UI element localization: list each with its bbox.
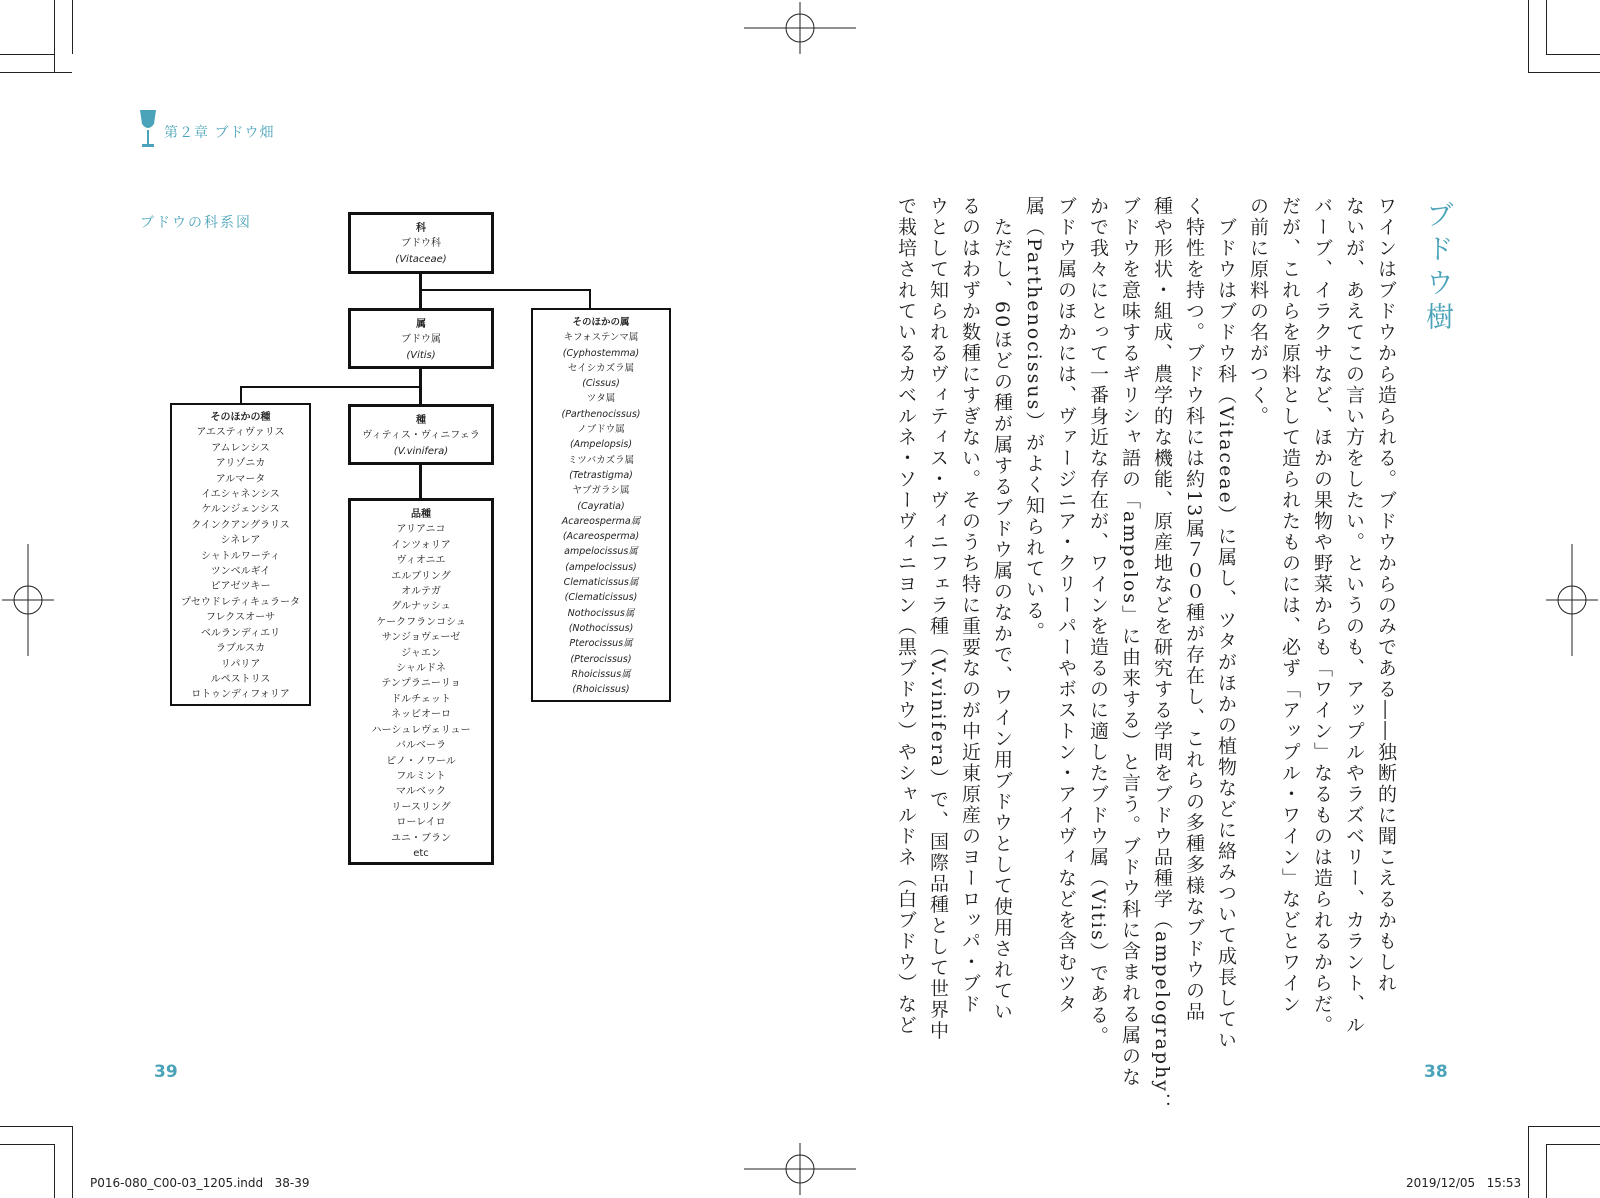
list-item: テンプラニーリョ bbox=[381, 678, 461, 690]
text-column: ないが、あえてこの言い方をしたい。というのも、アップルやラズベリー、カラント、ル bbox=[1343, 196, 1365, 1036]
list-item: ヴィオニエ bbox=[396, 555, 446, 567]
connector bbox=[419, 289, 591, 291]
list-item: オルテガ bbox=[401, 586, 441, 598]
list-item: ユニ・ブラン bbox=[391, 832, 451, 844]
genus-head: 属 bbox=[416, 319, 426, 330]
other-species-head: そのほかの種 bbox=[210, 412, 271, 423]
list-item: ピアゼツキー bbox=[210, 581, 271, 593]
list-item: アエスティヴァリス bbox=[196, 427, 285, 439]
genus-name: ブドウ属 bbox=[401, 334, 441, 346]
list-item: アムレンシス bbox=[211, 442, 270, 454]
list-item: サンジョヴェーゼ bbox=[381, 632, 461, 644]
list-item: Nothocissus属 (Nothocissus) bbox=[567, 607, 635, 634]
text-column: ウとして知られるヴィティス・ヴィニフェラ種（V.vinifera）で、国際品種として世界中 bbox=[927, 196, 949, 1042]
list-item: ケルンジェンシス bbox=[201, 504, 280, 516]
list-item: ネッビオーロ bbox=[391, 709, 451, 721]
list-item: シャトルワーティ bbox=[201, 550, 280, 562]
list-item: フレクスオーサ bbox=[205, 612, 276, 624]
connector bbox=[589, 289, 591, 309]
text-column: かで我々にとって一番身近な存在が、ワインを造るのに適したブドウ属（Vitis）である。 bbox=[1087, 196, 1109, 1047]
list-item: リパリア bbox=[220, 658, 261, 670]
list-item: ノブドウ属 (Ampelopsis) bbox=[569, 424, 633, 451]
list-item: プセウドレティキュラータ bbox=[180, 596, 301, 608]
text-column: ブドウを意味するギリシャ語の「ampelos」に由来する）と言う。ブドウ科に含まれる属のな bbox=[1119, 196, 1141, 1089]
list-item: Clematicissus属 (Clematicissus) bbox=[563, 577, 639, 604]
list-item: etc bbox=[413, 847, 429, 859]
connector bbox=[240, 386, 242, 404]
list-item: エルブリング bbox=[391, 570, 451, 582]
list-item: ラブルスカ bbox=[215, 643, 266, 655]
text-column: るのはわずか数種にすぎない。そのうち特に重要なのが中近東原産のヨーロッパ・ブド bbox=[959, 196, 981, 1015]
file-slug: P016-080_C00-03_1205.indd 38-39 bbox=[90, 1176, 310, 1190]
connector bbox=[419, 463, 422, 499]
article-heading: ブドウ樹 bbox=[1422, 200, 1455, 336]
text-column: で栽培されているカベルネ・ソーヴィニヨン（黒ブドウ）やシャルドネ（白ブドウ）など bbox=[895, 196, 917, 1036]
list-item: イエシャネンシス bbox=[201, 489, 280, 501]
list-item: ドルチェット bbox=[391, 693, 451, 705]
text-column: 種や形状・組成、農学的な機能、原産地などを研究する学問をブドウ品種学（ampelography： bbox=[1151, 196, 1173, 1114]
varieties-head: 品種 bbox=[411, 509, 431, 520]
registration-mark-right bbox=[1546, 544, 1598, 656]
list-item: キフォステンマ属 (Cyphostemma) bbox=[562, 332, 640, 359]
list-item: Pterocissus属 (Pterocissus) bbox=[569, 638, 633, 665]
family-name: ブドウ科 bbox=[401, 238, 441, 250]
species-box bbox=[348, 404, 494, 465]
text-column: ただし、60ほどの種が属するブドウ属のなかで、ワイン用ブドウとして使用されてい bbox=[991, 196, 1013, 1023]
list-item: リースリング bbox=[391, 801, 451, 813]
species-latin: (V.vinifera) bbox=[393, 445, 449, 457]
list-item: アリアニコ bbox=[396, 524, 446, 536]
list-item: アリゾニカ bbox=[215, 458, 266, 470]
timestamp-slug: 2019/12/05 15:53 bbox=[1406, 1176, 1522, 1190]
list-item: セイシカズラ属 (Cissus) bbox=[567, 362, 635, 390]
other-species-box bbox=[170, 403, 311, 706]
wine-glass-icon bbox=[138, 108, 158, 150]
other-species-list bbox=[172, 425, 309, 702]
list-item: Rhoicissus属 (Rhoicissus) bbox=[571, 668, 631, 696]
list-item: ロトゥンディフォリア bbox=[191, 689, 290, 701]
text-column: ブドウはブドウ科（Vitaceae）に属し、ツタがほかの植物などに絡みついて成長してい bbox=[1215, 196, 1237, 1051]
list-item: ミツバカズラ属 (Tetrastigma) bbox=[567, 454, 635, 481]
family-head: 科 bbox=[416, 223, 426, 234]
genus-latin: (Vitis) bbox=[406, 349, 436, 361]
species-name: ヴィティス・ヴィニフェラ bbox=[362, 430, 480, 442]
list-item: ハーシュレヴェリュー bbox=[371, 724, 471, 736]
list-item: ピノ・ノワール bbox=[386, 755, 456, 767]
connector bbox=[419, 272, 422, 310]
text-column: の前に原料の名がつく。 bbox=[1247, 196, 1269, 427]
list-item: アルマータ bbox=[215, 473, 266, 485]
page-number-right: 38 bbox=[1424, 1062, 1448, 1082]
other-genera-box bbox=[531, 308, 671, 702]
page-number-left: 39 bbox=[154, 1062, 178, 1082]
family-box bbox=[348, 212, 494, 274]
list-item: シネレア bbox=[220, 535, 261, 547]
list-item: シャルドネ bbox=[396, 663, 446, 675]
registration-mark-bottom bbox=[744, 1143, 856, 1195]
text-column: く特性を持つ。ブドウ科には約13属７００種が存在し、これらの多種多様なブドウの品 bbox=[1183, 196, 1205, 1023]
text-column: ブドウ属のほかには、ヴァージニア・クリーパーやボストン・アイヴィなどを含むツタ bbox=[1055, 196, 1077, 1015]
varieties-list bbox=[351, 522, 491, 861]
species-head: 種 bbox=[416, 415, 426, 426]
chapter-label: 第２章 ブドウ畑 bbox=[164, 125, 275, 141]
list-item: ツンベルギイ bbox=[210, 566, 271, 578]
list-item: グルナッシュ bbox=[391, 601, 451, 613]
list-item: インツォリア bbox=[391, 539, 451, 551]
list-item: ローレイロ bbox=[396, 817, 446, 829]
genus-box bbox=[348, 308, 494, 369]
list-item: ヤブガラシ属 (Cayratia) bbox=[572, 485, 630, 512]
list-item: ツタ属 (Parthenocissus) bbox=[561, 393, 641, 420]
list-item: クインクアングラリス bbox=[191, 519, 290, 531]
text-column: だが、これらを原料として造られたものには、必ず「アップル・ワイン」などとワイン bbox=[1279, 196, 1301, 1015]
text-column: バーブ、イラクサなど、ほかの果物や野菜からも「ワイン」なるものは造られるからだ。 bbox=[1311, 196, 1333, 1036]
text-column: 属（Parthenocissus）がよく知られている。 bbox=[1023, 196, 1045, 643]
list-item: マルベック bbox=[396, 786, 446, 798]
varieties-box bbox=[348, 498, 494, 865]
family-latin: (Vitaceae) bbox=[395, 253, 447, 265]
list-item: ジャエン bbox=[401, 647, 441, 659]
text-column: ワインはブドウから造られる。ブドウからのみである――独断的に聞こえるかもしれ bbox=[1375, 196, 1397, 994]
list-item: バルベーラ bbox=[396, 740, 446, 752]
diagram-title: ブドウの科系図 bbox=[140, 215, 252, 231]
list-item: フルミント bbox=[396, 770, 446, 782]
list-item: Acareosperma属 (Acareosperma) bbox=[561, 515, 641, 543]
registration-mark-top bbox=[744, 2, 856, 54]
registration-mark-left bbox=[2, 544, 54, 656]
connector bbox=[240, 386, 421, 388]
other-genera-head: そのほかの属 bbox=[572, 317, 630, 328]
list-item: ベルランディエリ bbox=[200, 627, 281, 639]
list-item: ampelocissus属 (ampelocissus) bbox=[564, 546, 638, 573]
list-item: ルペストリス bbox=[210, 673, 271, 685]
list-item: ケークフランコシュ bbox=[376, 616, 466, 628]
